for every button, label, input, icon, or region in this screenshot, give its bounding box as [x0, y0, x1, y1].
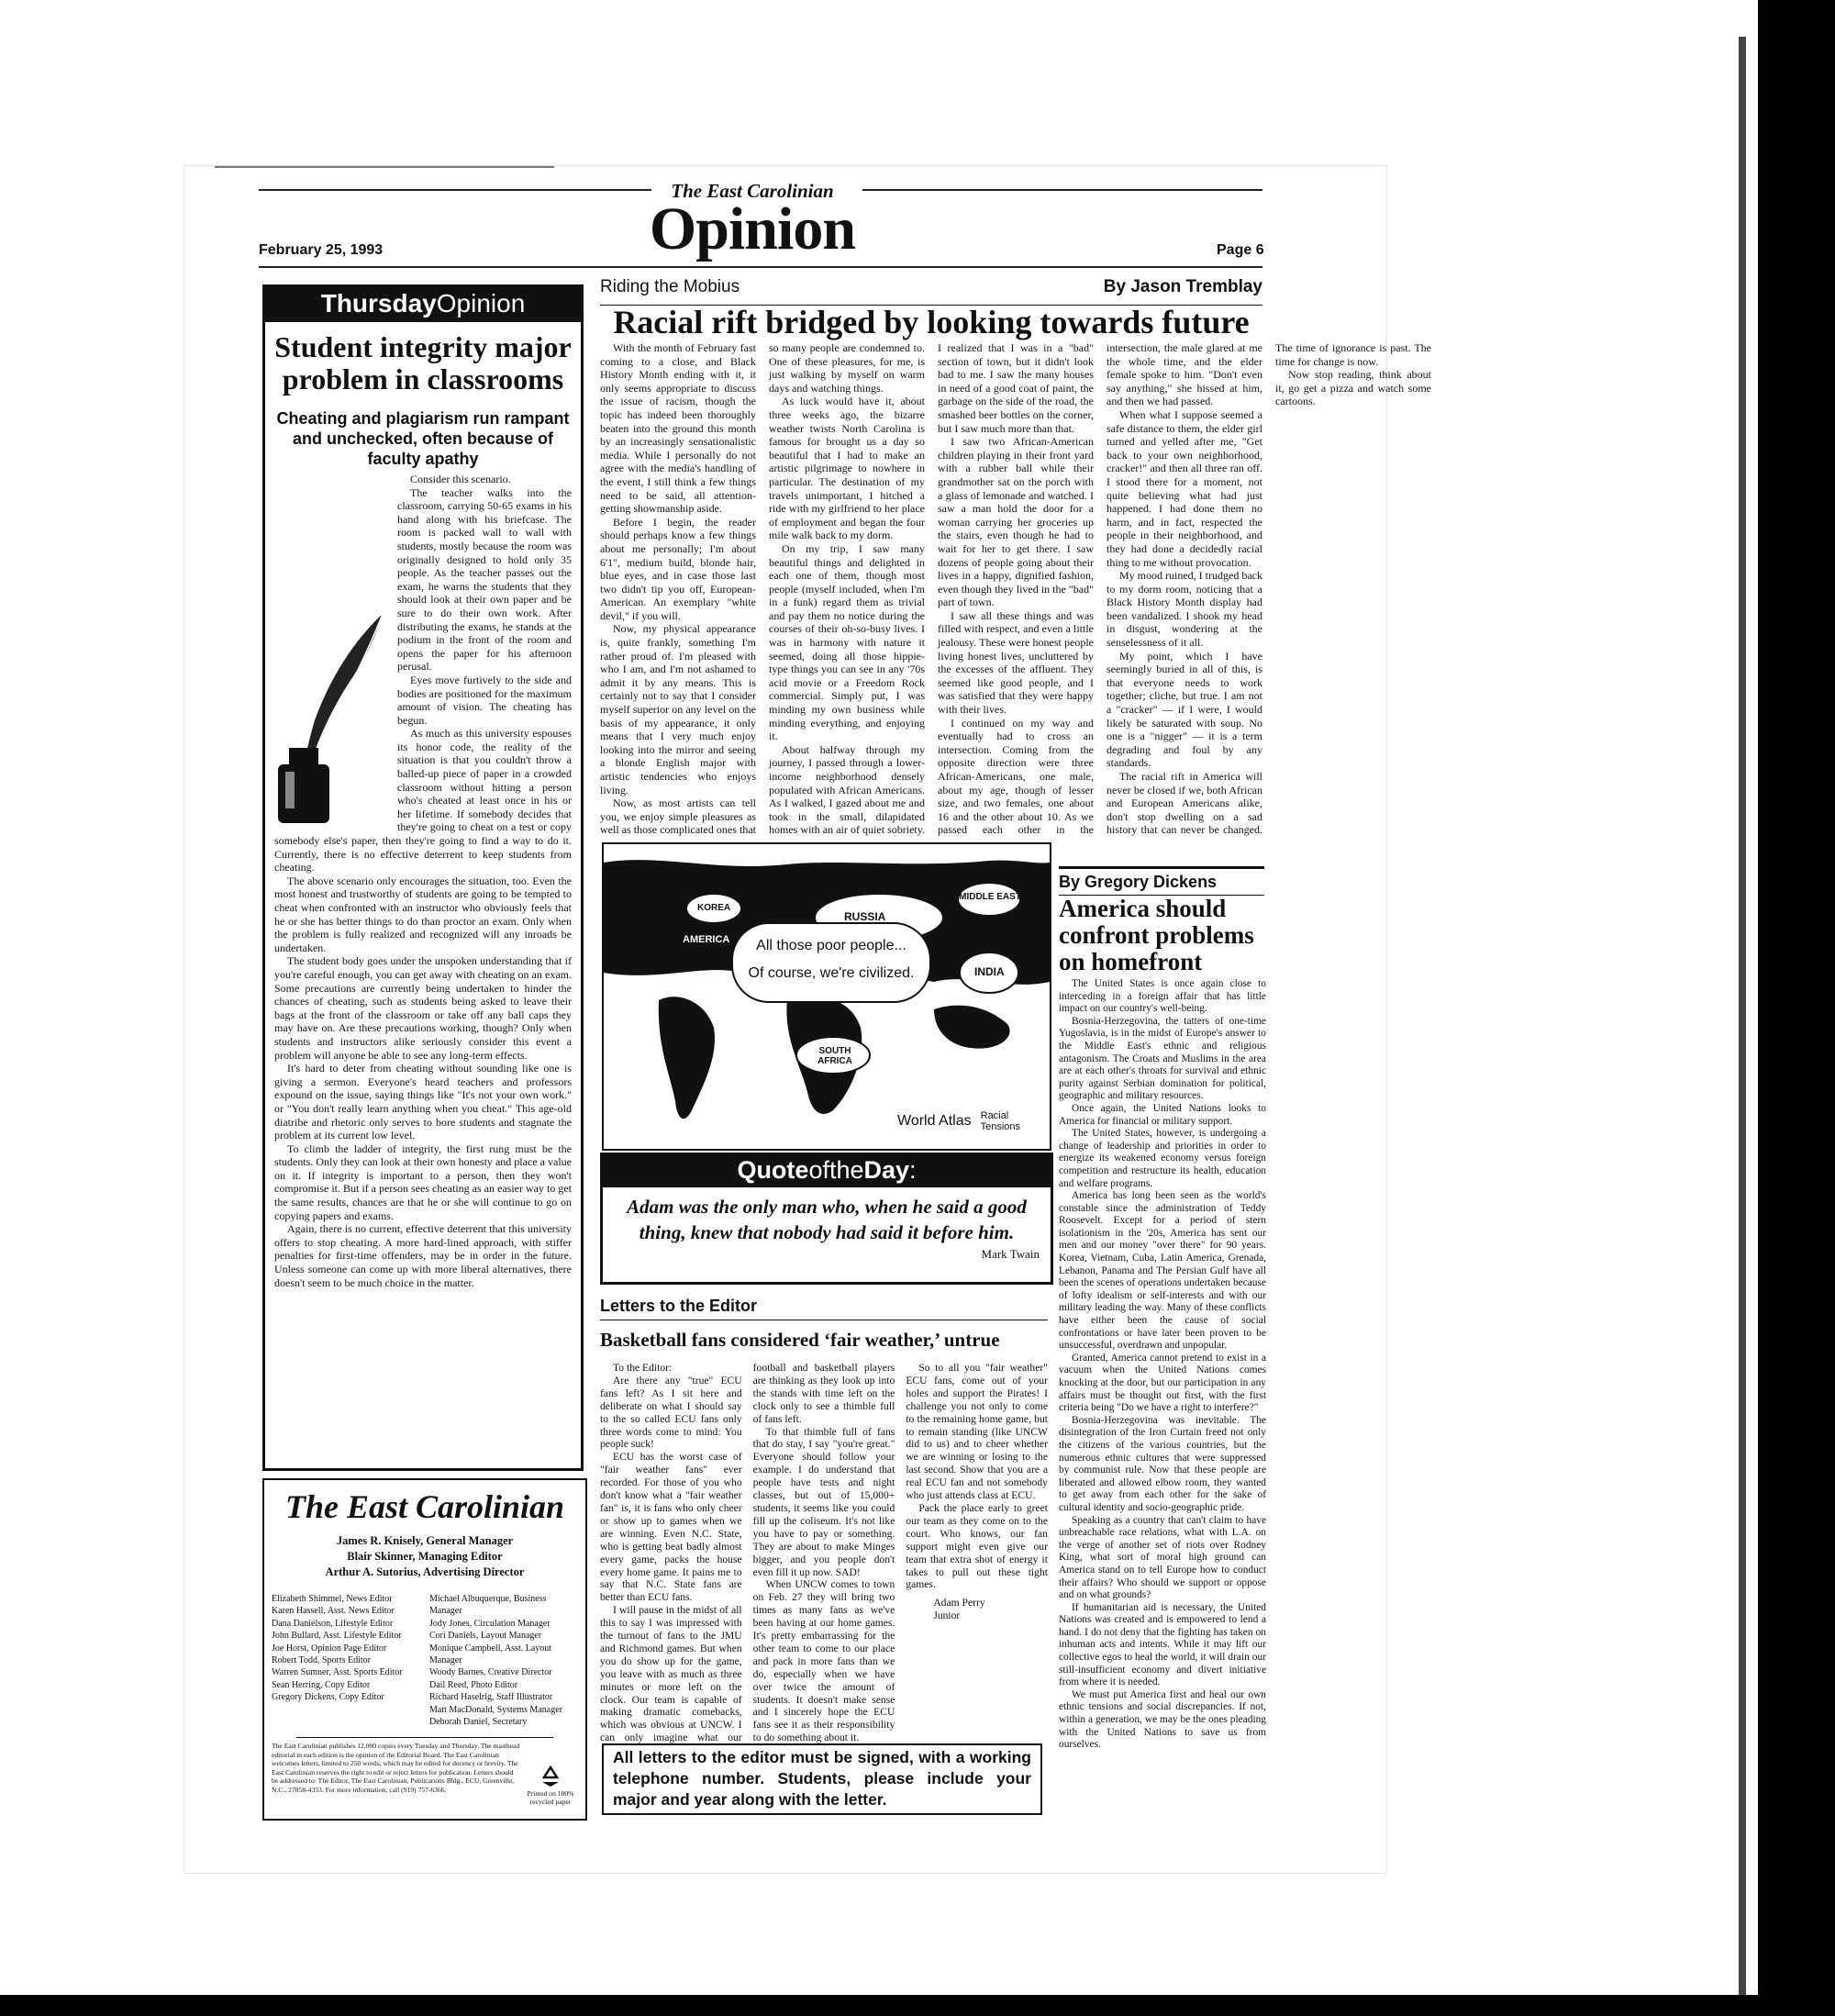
staff-line: Woody Barnes, Creative Director	[429, 1667, 552, 1678]
story-paragraph: The United States is once again close to interceding in a foreign affair that has little impact on our country's well-being.	[1059, 978, 1266, 1015]
staff-line: Cori Daniels, Layout Manager	[429, 1631, 542, 1642]
story-paragraph: I saw two African-American children playing in their front yard with a rubber ball while their grandmother sat on the porch with a glass of lemonade and watched. I saw a man hold the door for a woman carrying her groceries up the stairs, even though he had to wait for her to get there. I saw dozens of people going about their lives in a happy, dignified fashion, even though they lived in the "bad" part of town.	[938, 435, 1094, 609]
story-paragraph: Now, as most artists can tell you, we enjoy simple pleasures as well as those complicated ones that so many people are condemned to. One of these pleasures, for me, is just walking by myself on warm days and watching things.	[600, 341, 925, 837]
story-paragraph: When what I suppose seemed a safe distance to them, the elder girl turned and yelled after me, "Get back to your own neighborhood, cracker!" and then all three ran off. I stood there for a moment, not quite believing what had just happened. I had done them no harm, and in fact, respected the people in their neighborhood, and they had done a decidedly racial thing to me without provocation.	[1107, 407, 1262, 569]
story-paragraph: My point, which I have seemingly buried in all of this, is that everyone needs to work together; cliche, but true. I am not a "cracker" — if I were, I would likely be saturated with soup. No one is a "nigger" — it is a term degrading and foul by any standards.	[1107, 649, 1262, 770]
story-paragraph: Once again, the United Nations looks to America for financial or military support.	[1059, 1102, 1266, 1127]
scan-border-right	[1758, 0, 1835, 2016]
letter-paragraph: Pack the place early to greet our team as they come on to the court. Who knows, our fan support might even give our team that extra shot of energy it takes to pull out these tight games.	[906, 1501, 1048, 1591]
story-paragraph: Granted, America cannot pretend to exist in a vacuum when the United Nations comes knocking at the door, but our participation in any affairs must be thought out first, with the first criteria being "Do we have a right to interfere?"	[1059, 1352, 1266, 1414]
letters-policy-notice: All letters to the editor must be signed, with a working telephone number. Students, please include your major and year along with the letter.	[602, 1743, 1042, 1815]
manager-line: Arthur A. Sutorius, Advertising Director	[325, 1565, 525, 1578]
letter-salutation: To the Editor:	[613, 1362, 673, 1374]
staff-line: Dana Danielson, Lifestyle Editor	[272, 1618, 394, 1629]
letter-body	[600, 1362, 1048, 1747]
letters-section-kicker: Letters to the Editor	[600, 1297, 1048, 1320]
staff-line: Warren Sumner, Asst. Sports Editor	[272, 1667, 403, 1678]
letter-paragraph: Are there any "true" ECU fans left? As I sit here and deliberate on what I should say to the so called ECU fans only three words come to mind: You people suck!	[600, 1374, 742, 1451]
story-paragraph: About halfway through my journey, I passed through a lower-income neighborhood densely populated with African Americans. As I walked, I gazed about me and took in the small, dilapidated homes with an air of quiet sobriety. I realized that I was in a "bad" section of town, but it didn't look bad to me. I saw the many houses in need of a good coat of paint, the garbage on the side of the road, the smashed beer bottles on the corner, but I saw much more than that.	[769, 341, 1094, 837]
story-paragraph: On my trip, I saw many beautiful things and delighted in each one of them, though most people (myself included, when I'm in a funk) regard them as trivial and pay them no notice during the courses of their oh-so-busy lives. I was in harmony with nature it seemed, doing all those hippie-type things you can see in any '70s acid movie or a Freedom Rock commercial. Simply put, I was minding my own business while minding everything, and enjoying it.	[769, 541, 925, 743]
cartoon-label-south-africa: SOUTH AFRICA	[817, 1046, 852, 1066]
main-story-byline: By Jason Tremblay	[1103, 277, 1262, 296]
staff-line: Richard Haselrig, Staff Illustrator	[429, 1692, 553, 1703]
editorial-body	[274, 473, 572, 1461]
right-story-byline: By Gregory Dickens	[1059, 866, 1264, 896]
editorial-paragraph: Again, there is no current, effective deterrent that this university offers to stop cheating. A more hard-lined approach, with stiffer penalties for first-time offenders, may be in order in the future. Unless someone can come up with more liberal alternatives, there doesn't seem to be much choice in the matter.	[274, 1222, 572, 1289]
staff-box-divider	[296, 1737, 553, 1738]
story-paragraph: Speaking as a country that can't claim to have unbreachable race relations, what with L.A. on the verge of another set of riots over Rodney King, what sort of moral high ground can America stand on to tell Europe how to conduct their affairs? Who should we support or oppose and on what grounds?	[1059, 1514, 1266, 1601]
editorial-headline: Student integrity major problem in classrooms	[274, 330, 572, 395]
cartoon-caption-left: World Atlas	[897, 1113, 972, 1129]
story-paragraph: With the month of February fast coming to a close, and Black History Month ending with it, it only seems appropriate to discuss the issue of racism, though the topic has indeed been thoroughly beaten into the ground this month by an increasingly sensationalistic media. While I personally do not agree with the media's handling of the event, I still think a few things need to be said, all attention-getting showmanship aside.	[600, 341, 756, 516]
staff-line: Elizabeth Shimmel, News Editor	[272, 1594, 393, 1604]
story-paragraph: If humanitarian aid is necessary, the United Nations was created and is empowered to lend a hand. I do not deny that the fighting has taken on inhuman acts and intents. While it may lift our collective egos to heal the world, it will drain our still-insufficient economy and divert initiative from where it is needed.	[1059, 1601, 1266, 1688]
cartoon-label-america: AMERICA	[683, 934, 730, 945]
masthead-section-title: Opinion	[649, 195, 856, 262]
letter-paragraph: ECU has the worst case of "fair weather fans" ever recorded. For those of you who don't know what a "fair weather fan" is, it is fans who only cheer or show up to games when we are winning. Even N.C. State, who is getting beat badly almost every game, packs the house every home game. It pains me to say that N.C. State fans are better than ECU fans.	[600, 1451, 742, 1604]
recycled-paper-note: Printed on 100% recycled paper	[525, 1765, 576, 1806]
main-story-headline: Racial rift bridged by looking towards future	[613, 304, 1250, 340]
column-kicker: Riding the Mobius	[600, 277, 740, 296]
letter-paragraph: To that thimble full of fans that do stay, I say "you're great." Everyone should follow your example. I do understand that people have tests and night classes, but out of 15,000+ students, it seems like you could fill up the coliseum. It's not like you have to pay or something. They are about to make Minges bigger, and you people don't even fill it up now. SAD!	[752, 1425, 895, 1578]
editorial-paragraph: To climb the ladder of integrity, the first rung must be the students. Only they can look at their own honesty and place a value on it. If integrity is important to a person, then they won't compromise it. But if a person sees cheating as an easier way to get the same results, chances are that he or she will continue to go on copying papers and exams.	[274, 1142, 572, 1222]
manager-line: James R. Knisely, General Manager	[336, 1534, 514, 1547]
quill-and-inkwell-illustration	[274, 610, 392, 830]
quote-of-the-day-banner: QuoteoftheDay:	[603, 1155, 1051, 1187]
editorial-paragraph: The above scenario only encourages the situation, too. Even the most honest and trustworthy of students are going to be tempted to cheat when confronted with an instructor who obviously feels that he or she has better things to do than proctor an exam. Only when the problem is fully realized and recognized will any inroads be undertaken.	[274, 874, 572, 954]
scan-border-bottom	[0, 1995, 1835, 2016]
letter-paragraph: So to all you "fair weather" ECU fans, come out of your holes and support the Pirates! I challenge you not only to come to the remaining home game, but to remain standing (like UNCW did to us) and to cheer whether we are winning or losing to the last second. Show that you are a real ECU fan and not somebody who just attends class at ECU.	[906, 1362, 1048, 1502]
masthead-rule-top	[215, 166, 554, 168]
letter-signature-name: Adam Perry	[933, 1597, 985, 1609]
story-paragraph: The racial rift in America will never be closed if we, both African and European Americans alike, don't stop dwelling on a sad history that can never be changed. The time of ignorance is past. The time for change is now.	[1107, 341, 1431, 837]
letter-headline: Basketball fans considered ‘fair weather,’ untrue	[600, 1329, 1000, 1351]
thursday-opinion-box	[262, 284, 584, 1471]
recycle-icon	[539, 1765, 562, 1788]
staff-line: Joe Horst, Opinion Page Editor	[272, 1643, 387, 1654]
scan-border-inner	[1739, 37, 1746, 1995]
staff-list	[272, 1593, 580, 1728]
cartoon-label-middle-east: MIDDLE EAST	[959, 892, 1021, 902]
main-story-kicker-row	[600, 277, 1262, 306]
right-story-body	[1059, 978, 1266, 1817]
editorial-subhead: Cheating and plagiarism run rampant and unchecked, often because of faculty apathy	[276, 409, 570, 468]
cartoon-label-korea: KOREA	[697, 903, 731, 913]
cartoon-caption	[897, 1110, 1036, 1132]
editorial-paragraph: Consider this scenario.	[410, 473, 511, 485]
thursday-opinion-banner: ThursdayOpinion	[265, 287, 581, 322]
masthead-rule-right	[862, 189, 1262, 191]
letter-paragraph: When UNCW comes to town on Feb. 27 they will bring two times as many fans as we've been having at our home games. It's pretty embarrassing for the other team to come to our place and pack in more fans than we do, especially when we have over twice the amount of students. It doesn't make sense and I sincerely hope the ECU fans see it as their responsibility to do something about it.	[752, 1578, 895, 1744]
quote-of-the-day-box	[600, 1153, 1053, 1285]
management-list	[264, 1533, 585, 1580]
staff-masthead-box	[262, 1478, 587, 1821]
main-story-body	[600, 341, 1431, 842]
story-paragraph: America has long been seen as the world's constable since the administration of Teddy Roosevelt. Except for a period of stern isolationism in the '20s, America has sent our men and our money "over there" for 90 years. Korea, Vietnam, Cuba, Latin America, Grenada, Lebanon, Panama and The Persian Gulf have all been the scenes of operations undertaken because of lofty idealism or self-interests and with our military leading the way. Many of these conflicts have either been the cause of social confrontations or have later been proven to be unsuccessful, overdrawn and unpopular.	[1059, 1190, 1266, 1352]
story-paragraph: As luck would have it, about three weeks ago, the bizarre weather twists North Carolina is famous for brought us a day so beautiful that I had to make an artistic pilgrimage to nowhere in particular. The destination of my travels unimportant, I hitched a ride with my girlfriend to her place of employment and began the four mile walk back to my dorm.	[769, 395, 925, 542]
story-paragraph: The United States, however, is undergoing a change of leadership and priorities in order to energize its weakened economy versus foreign competition and restructure its health, education and welfare programs.	[1059, 1128, 1266, 1189]
staff-line: Monique Campbell, Asst. Layout Manager	[429, 1643, 552, 1666]
world-map-drawing	[604, 844, 1050, 1149]
right-story-headline: America should confront problems on homefront	[1059, 895, 1254, 975]
editorial-paragraph: As much as this university espouses its honor code, the reality of the situation is that you couldn't throw a balled-up piece of paper in a crowded classroom without hitting a person who's cheated at least once in his or her lifetime. If somebody decides that they're going to cheat on a test or copy somebody else's paper, then they're going to find a way to do it. Currently, there is no effective deterrent to keep students from cheating.	[274, 727, 572, 874]
world-atlas-cartoon	[602, 842, 1051, 1151]
editorial-paragraph: The teacher walks into the classroom, carrying 50-65 exams in his hand along with his briefcase. The room is packed wall to wall with students, mostly because the room was originally designed to hold only 35 people. As the teacher passes out the exam, he warns the students that they should look at their own paper and be sure to do their own work. After distributing the exams, he stands at the podium in the front of the room and opens the paper for his afternoon perusal.	[397, 485, 572, 674]
story-paragraph: Before I begin, the reader should perhaps know a few things about me personally; I'm about 6'1", medium build, blonde hair, blue eyes, and in case those last two didn't tip you off, European-American. An exemplary "white devil," if you will.	[600, 515, 756, 622]
story-paragraph: Now, my physical appearance is, quite frankly, something I'm rather proud of. I'm pleased with who I am, and I'm not ashamed to admit it by any means. This is certainly not to say that I consider myself superior on any level on the basis of my appearance, it only means that I very much enjoy looking into the mirror and seeing a blonde English major with artistic tendencies who enjoys living.	[600, 622, 756, 796]
quote-author: Mark Twain	[981, 1247, 1040, 1261]
staff-line: Sean Herring, Copy Editor	[272, 1679, 371, 1690]
story-paragraph: My mood ruined, I trudged back to my dorm room, noticing that a Black History Month display had been vandalized. I shook my head in disgust, wondering at the senselessness of it all.	[1107, 569, 1262, 650]
story-paragraph: Bosnia-Herzegovina was inevitable. The disintegration of the Iron Curtain freed not only the citizens of the various countries, but the numerous ethnic cultures that were suppressed by communist rule. Now that these people are liberated and allowed elbow room, they wanted to get away from each other for the sake of cultural identity and socio-geographic pride.	[1059, 1414, 1266, 1513]
editorial-paragraph: It's hard to deter from cheating without sounding like one is giving a sermon. Everyone's heard teachers and professors expound on the issue, saying things like "It's not your own work." or "You don't really learn anything when you cheat." This age-old diatribe and rhetoric only serves to bore students and stagnate the problem at its current low level.	[274, 1062, 572, 1142]
quote-text: Adam was the only man who, when he said a good thing, knew that nobody had said it before him.	[627, 1196, 1027, 1243]
story-paragraph: I continued on my way and eventually had to cross an intersection. Coming from the opposite direction were three African-Americans, one male, about my age, though of lesser size, and two females, one about 16 and the other about 10. As we passed each other in the intersection, the male glared at me the whole time, and the elder female spoke to him. "Don't even say anything," she hissed at him, and then we had passed.	[938, 341, 1262, 837]
staff-box-title: The East Carolinian	[284, 1488, 565, 1525]
staff-line: Michael Albuquerque, Business Manager	[429, 1594, 547, 1617]
publication-fine-print: The East Carolinian publishes 12,000 copies every Tuesday and Thursday. The masthead editorial in each edition is the opinion of the Editorial Board. The East Carolinian welcomes letters, limited to 250 words, which may be edited for decency or brevity. The East Carolinian reserves the right to edit or reject letters for publication. Letters should be addressed to: The Editor, The East Carolinian, Publications Bldg., ECU, Greenville, N.C., 27858-4353. For more information, call (919) 757-6366.	[272, 1742, 520, 1794]
staff-line: Matt MacDonald, Systems Manager	[429, 1704, 562, 1715]
staff-line: Dail Reed, Photo Editor	[429, 1679, 518, 1690]
staff-line: Karen Hassell, Asst. News Editor	[272, 1606, 395, 1617]
masthead-rule-bottom	[259, 266, 1262, 268]
masthead-paper-name: The East Carolinian	[671, 180, 834, 202]
staff-line: Deborah Daniel, Secretary	[429, 1717, 528, 1728]
editorial-paragraph: Eyes move furtively to the side and bodies are positioned for the maximum amount of vision. The cheating has begun.	[397, 673, 572, 727]
staff-line: Robert Todd, Sports Editor	[272, 1655, 372, 1666]
cartoon-label-russia: RUSSIA	[844, 910, 886, 923]
staff-column-right	[429, 1593, 580, 1728]
cartoon-speech-bubble: All those poor people... Of course, we're civilized.	[748, 938, 915, 981]
page-number: Page 6	[1217, 242, 1264, 258]
story-paragraph: Now stop reading, think about it, go get a pizza and watch some cartoons.	[1275, 368, 1431, 408]
manager-line: Blair Skinner, Managing Editor	[347, 1550, 503, 1563]
masthead-rule-left	[259, 189, 651, 191]
editorial-paragraph: The student body goes under the unspoken understanding that if you're careful enough, you can get away with cheating on an exam. Some precautions are currently being undertaken to hinder the chances of cheating, such as students being asked to leave their bags at the front of the classroom or take off any ball caps they may have on. Are these precautions working, though? Only when students and instructors alike seriously consider this event a problem will anyone be able to see any long-term effects.	[274, 954, 572, 1062]
issue-date: February 25, 1993	[259, 242, 384, 258]
cartoon-caption-right: Racial Tensions	[980, 1110, 1021, 1132]
story-paragraph: Bosnia-Herzegovina, the tatters of one-time Yugoslavia, is in the midst of Europe's answer to the Middle East's ethnic and religious antagonism. The Croats and Muslims in the area are at each other's throats for survival and ethnic purity against Serbian domination for political, geographic and military resources.	[1059, 1015, 1266, 1102]
staff-line: Jody Jones, Circulation Manager	[429, 1618, 550, 1629]
staff-line: John Bullard, Asst. Lifestyle Editor	[272, 1631, 402, 1642]
story-paragraph: I saw all these things and was filled with respect, and even a little jealousy. These were honest people living honest lives, uncluttered by the excesses of the affluent. They seemed like good people, and I was satisfied that they were happy with their lives.	[938, 608, 1094, 717]
letter-signature-class: Junior	[933, 1609, 961, 1622]
staff-column-left	[272, 1593, 422, 1728]
letter-paragraph: I will pause in the midst of all this to say I was impressed with the turnout of fans to the JMU and Richmond games. But when you do show up for the game, you leave with as much as three minutes or more left on the clock. Our team is capable of making dramatic comebacks, which was obvious at UNCW. I can only imagine what our football and basketball players are thinking as they look up into the stands with time left on the clock only to see a thimble full of fans left.	[600, 1362, 895, 1744]
story-paragraph: We must put America first and heal our own ethnic tensions and social discrepancies. If not, within a generation, we may be the ones pleading with the United Nations to save us from ourselves.	[1059, 1688, 1266, 1751]
cartoon-label-india: INDIA	[974, 965, 1005, 978]
staff-line: Gregory Dickens, Copy Editor	[272, 1692, 384, 1703]
